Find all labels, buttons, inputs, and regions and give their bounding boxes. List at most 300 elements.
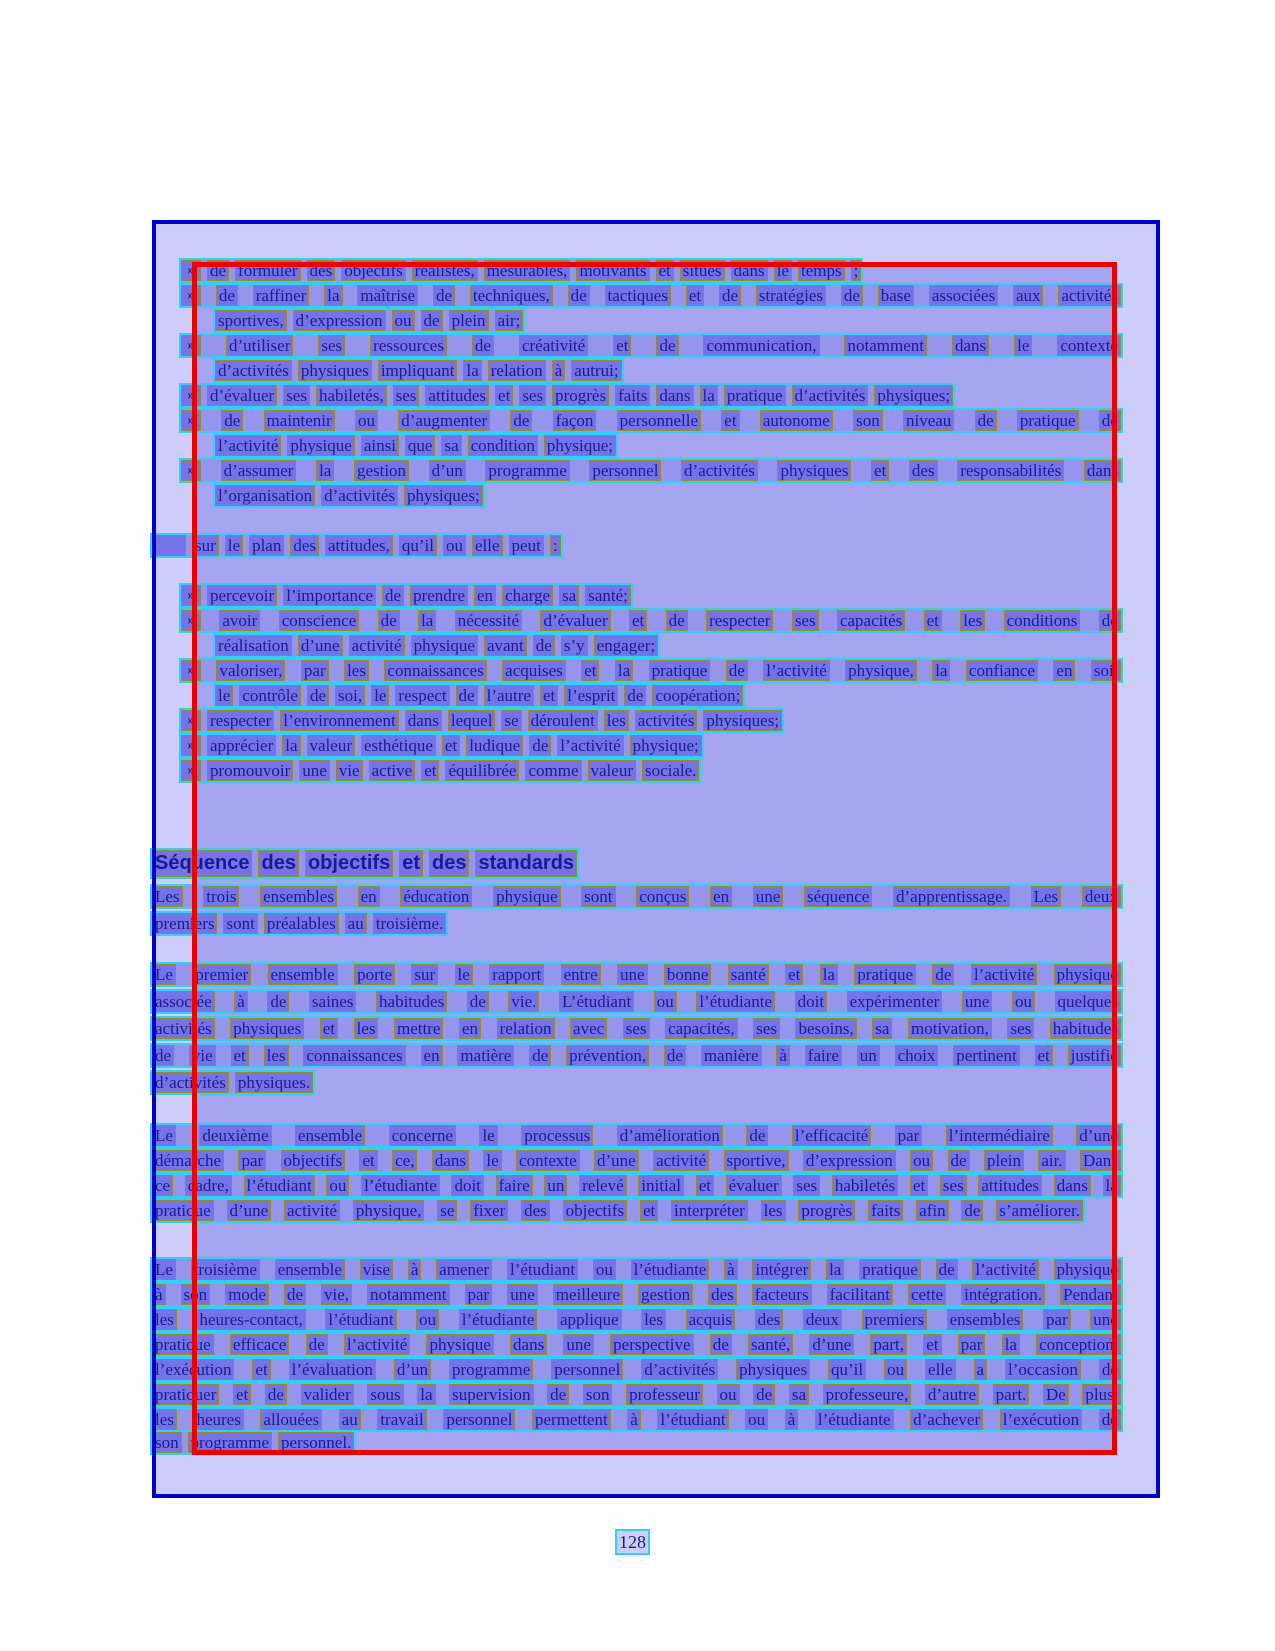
- ocr-word: et: [359, 1150, 377, 1171]
- ocr-word: d’expression: [293, 310, 386, 331]
- ocr-line: [179, 458, 1123, 483]
- ocr-word: de: [529, 735, 551, 756]
- ocr-word: confiance: [966, 660, 1038, 681]
- ocr-word: préalables: [264, 913, 339, 934]
- ocr-word: d’un: [394, 1359, 431, 1380]
- ocr-line: [179, 733, 704, 758]
- ocr-word: elle: [925, 1359, 956, 1380]
- ocr-word: de: [265, 1384, 287, 1405]
- ocr-word: les: [641, 1309, 666, 1330]
- ocr-word: acquis: [686, 1309, 735, 1330]
- ocr-word: habitudes: [376, 991, 447, 1012]
- ocr-word: en: [1053, 660, 1075, 681]
- ocr-word: relevé: [579, 1175, 627, 1196]
- ocr-word: programme: [188, 1432, 272, 1453]
- ocr-word: équilibrée: [445, 760, 519, 781]
- ocr-word: de: [666, 610, 688, 631]
- ocr-word: l’autre: [484, 685, 534, 706]
- ocr-word: de: [710, 1334, 732, 1355]
- ocr-word: physiques: [230, 1018, 304, 1039]
- ocr-word: physique: [426, 1334, 493, 1355]
- ocr-word: contexte: [1057, 335, 1121, 356]
- ocr-word: d’apprentissage.: [893, 886, 1010, 907]
- ocr-word: valoriser,: [216, 660, 285, 681]
- ocr-word: d’activités: [215, 360, 292, 381]
- ocr-word: heures-contact,: [196, 1309, 305, 1330]
- ocr-word: le: [1014, 335, 1032, 356]
- ocr-word: l’exécution: [152, 1359, 234, 1380]
- ocr-word: son: [181, 1284, 211, 1305]
- ocr-word: avec: [570, 1018, 607, 1039]
- ocr-word: ou: [745, 1409, 768, 1430]
- ocr-word: d’augmenter: [398, 410, 490, 431]
- ocr-line: [150, 1382, 1123, 1407]
- ocr-word: quelques: [1055, 991, 1121, 1012]
- ocr-line: [150, 1198, 1085, 1223]
- ocr-word: et: [910, 1175, 928, 1196]
- ocr-word: le: [455, 964, 473, 985]
- ocr-word: par: [301, 660, 329, 681]
- ocr-word: relation: [497, 1018, 555, 1039]
- ocr-word: ensemble: [275, 1259, 345, 1280]
- ocr-word: stratégies: [756, 285, 826, 306]
- ocr-word: vise: [360, 1259, 393, 1280]
- ocr-line: [179, 333, 1123, 358]
- ocr-word: et: [696, 1175, 714, 1196]
- ocr-word: ses: [1007, 1018, 1034, 1039]
- ocr-word: d’une: [298, 635, 343, 656]
- ocr-word: à: [234, 991, 248, 1012]
- ocr-word: habitudes: [1050, 1018, 1121, 1039]
- ocr-word: à: [776, 1045, 790, 1066]
- ocr-word: l’exécution: [1000, 1409, 1082, 1430]
- ocr-word: mode: [225, 1284, 269, 1305]
- ocr-word: les: [761, 1200, 786, 1221]
- ocr-word: la: [1103, 1175, 1121, 1196]
- ocr-word: et: [1035, 1045, 1053, 1066]
- ocr-word: de: [1099, 1409, 1121, 1430]
- ocr-word: de: [307, 685, 329, 706]
- ocr-word: par: [895, 1125, 923, 1146]
- ocr-word: des: [708, 1284, 737, 1305]
- ocr-word: en: [474, 585, 496, 606]
- ocr-word: mettre: [394, 1018, 443, 1039]
- ocr-word: et: [320, 1018, 338, 1039]
- ocr-word: en: [710, 886, 732, 907]
- ocr-word: pratique: [649, 660, 711, 681]
- ocr-word: concerne: [389, 1125, 456, 1146]
- ocr-word: rapport: [489, 964, 544, 985]
- ocr-word: son: [583, 1384, 613, 1405]
- ocr-word: Le: [152, 1259, 176, 1280]
- ocr-word: l’étudiante: [459, 1309, 538, 1330]
- ocr-word: de: [547, 1384, 569, 1405]
- ocr-word: par: [958, 1334, 986, 1355]
- ocr-line: [150, 1430, 356, 1455]
- ocr-word: respect: [395, 685, 449, 706]
- ocr-word: et: [252, 1359, 270, 1380]
- ocr-word: et: [656, 260, 674, 281]
- ocr-word: trois: [203, 886, 239, 907]
- ocr-word: attitudes: [425, 385, 489, 406]
- ocr-word: à: [408, 1259, 422, 1280]
- ocr-word: active: [369, 760, 416, 781]
- ocr-word: physique: [1054, 1259, 1121, 1280]
- ocr-word: premiers: [862, 1309, 927, 1330]
- ocr-word: doit: [795, 991, 827, 1012]
- ocr-word: au: [345, 913, 367, 934]
- ocr-word: physique;: [544, 435, 616, 456]
- ocr-word: contrôle: [239, 685, 301, 706]
- ocr-line: [179, 258, 863, 283]
- ocr-word: la: [826, 1259, 844, 1280]
- ocr-word: supervision: [449, 1384, 533, 1405]
- ocr-word: en: [421, 1045, 443, 1066]
- ocr-word: l’occasion: [1005, 1359, 1081, 1380]
- ocr-word: de: [216, 285, 238, 306]
- ocr-word: les: [604, 710, 629, 731]
- ocr-word: les: [264, 1045, 289, 1066]
- ocr-word: vie.: [508, 991, 539, 1012]
- ocr-word: sportive,: [724, 1150, 789, 1171]
- ocr-word: ;: [851, 260, 862, 281]
- ocr-word: physiques;: [404, 485, 483, 506]
- ocr-word: l’évaluation: [289, 1359, 376, 1380]
- ocr-word: bonne: [664, 964, 712, 985]
- ocr-line: [150, 1407, 1123, 1432]
- ocr-word: deuxième: [199, 1125, 271, 1146]
- ocr-word: objectifs: [563, 1200, 628, 1221]
- ocr-word: de: [284, 1284, 306, 1305]
- ocr-word: physique: [1054, 964, 1121, 985]
- ocr-word: de: [433, 285, 455, 306]
- ocr-line: [213, 358, 624, 383]
- ocr-line: [150, 1357, 1123, 1382]
- ocr-word: les: [344, 660, 369, 681]
- ocr-word: l’étudiant: [325, 1309, 396, 1330]
- ocr-line: [213, 683, 745, 708]
- ocr-word: conditions: [1004, 610, 1081, 631]
- ocr-word: de: [975, 410, 997, 431]
- ocr-word: part.: [993, 1384, 1030, 1405]
- ocr-word: justifié: [1068, 1045, 1121, 1066]
- ocr-word: par: [238, 1150, 266, 1171]
- ocr-word: activité: [653, 1150, 709, 1171]
- ocr-word: se: [501, 710, 521, 731]
- ocr-word: activité: [284, 1200, 340, 1221]
- ocr-word: des: [290, 535, 319, 556]
- ocr-word: de: [510, 410, 532, 431]
- bullet-arrow-icon: »: [181, 260, 201, 281]
- ocr-word: la: [700, 385, 718, 406]
- ocr-line: [150, 1332, 1123, 1357]
- ocr-word: l’environnement: [280, 710, 398, 731]
- ocr-word: notamment: [367, 1284, 449, 1305]
- ocr-word: expérimenter: [847, 991, 943, 1012]
- ocr-word: plus,: [1082, 1384, 1121, 1405]
- ocr-word: habiletés,: [316, 385, 387, 406]
- ocr-word: l’étudiante: [361, 1175, 440, 1196]
- ocr-word: standards: [475, 850, 577, 877]
- bullet-arrow-icon: »: [181, 610, 201, 631]
- ocr-line: [150, 911, 448, 936]
- bullet-arrow-icon: »: [181, 410, 201, 431]
- ocr-word: programme: [449, 1359, 533, 1380]
- ocr-word: part,: [870, 1334, 907, 1355]
- ocr-word: sont: [223, 913, 257, 934]
- ocr-word: ou: [910, 1150, 933, 1171]
- ocr-word: contexte: [516, 1150, 580, 1171]
- ocr-word: sportives,: [215, 310, 287, 331]
- ocr-word: et: [721, 410, 739, 431]
- ocr-word: ou: [593, 1259, 616, 1280]
- ocr-word: sur: [411, 964, 438, 985]
- ocr-line: [179, 283, 1123, 308]
- ocr-word: éducation: [400, 886, 472, 907]
- ocr-word: une: [507, 1284, 538, 1305]
- ocr-word: physiques.: [235, 1072, 313, 1093]
- ocr-word: l’esprit: [564, 685, 618, 706]
- ocr-word: connaissances: [384, 660, 486, 681]
- ocr-word: l’organisation: [215, 485, 315, 506]
- ocr-word: techniques,: [470, 285, 553, 306]
- ocr-word: de: [1099, 610, 1121, 631]
- ocr-word: troisième.: [373, 913, 447, 934]
- ocr-word: vie: [336, 760, 363, 781]
- ocr-word: ressources: [370, 335, 447, 356]
- ocr-word: l’intermédiaire: [946, 1125, 1053, 1146]
- ocr-word: avant: [484, 635, 527, 656]
- ocr-word: et: [629, 610, 647, 631]
- ocr-word: sa: [441, 435, 461, 456]
- ocr-word: physique;: [630, 735, 702, 756]
- ocr-word: dans: [731, 260, 768, 281]
- bullet-arrow-icon: »: [181, 710, 201, 731]
- ocr-word: L’étudiant: [559, 991, 634, 1012]
- ocr-word: le: [479, 1125, 497, 1146]
- ocr-word: l’activité: [972, 1259, 1038, 1280]
- ocr-word: d’un: [429, 460, 466, 481]
- ocr-word: capacités: [837, 610, 905, 631]
- ocr-word: d’évaluer: [540, 610, 610, 631]
- ocr-word: à: [627, 1409, 641, 1430]
- ocr-word: progrès: [552, 385, 609, 406]
- ocr-word: physique: [493, 886, 560, 907]
- ocr-word: ou: [355, 410, 378, 431]
- ocr-word: d’activités: [321, 485, 398, 506]
- ocr-word: ses: [519, 385, 546, 406]
- ocr-word: ou: [392, 310, 415, 331]
- ocr-word: les: [354, 1018, 379, 1039]
- ocr-word: maintenir: [264, 410, 335, 431]
- ocr-line: [150, 1148, 1123, 1173]
- ocr-word: efficace: [230, 1334, 289, 1355]
- ocr-word: ludique: [466, 735, 523, 756]
- ocr-word: ou: [326, 1175, 349, 1196]
- ocr-word: sur: [192, 535, 219, 556]
- ocr-word: de: [529, 1045, 551, 1066]
- ocr-word: choix: [895, 1045, 939, 1066]
- ocr-word: en: [459, 1018, 481, 1039]
- ocr-word: la: [463, 360, 481, 381]
- ocr-word: de: [568, 285, 590, 306]
- ocr-word: l’étudiante: [696, 991, 775, 1012]
- ocr-word: réalistes,: [412, 260, 478, 281]
- ocr-word: porte: [354, 964, 395, 985]
- ocr-word: connaissances: [303, 1045, 405, 1066]
- ocr-word: sociale.: [642, 760, 699, 781]
- ocr-word: d’expression: [803, 1150, 896, 1171]
- ocr-word: sa: [559, 585, 579, 606]
- ocr-word: ou: [884, 1359, 907, 1380]
- ocr-word: avoir: [219, 610, 260, 631]
- ocr-word: perspective: [610, 1334, 693, 1355]
- bullet-arrow-icon: »: [181, 335, 201, 356]
- ocr-word: objectifs: [305, 850, 393, 877]
- bullet-arrow-icon: »: [181, 285, 201, 306]
- ocr-word: vie,: [321, 1284, 352, 1305]
- ocr-word: de: [207, 260, 229, 281]
- ocr-word: personnelle: [617, 410, 701, 431]
- ocr-line: [150, 884, 1123, 909]
- ocr-word: initial: [638, 1175, 684, 1196]
- ocr-word: activités: [1058, 285, 1121, 306]
- ocr-word: personnel: [551, 1359, 623, 1380]
- ocr-word: mesurables,: [484, 260, 571, 281]
- ocr-word: professeure,: [823, 1384, 912, 1405]
- ocr-word: physiques: [298, 360, 372, 381]
- ocr-word: aux: [1013, 285, 1044, 306]
- ocr-word: démarche: [152, 1150, 224, 1171]
- ocr-word: heures: [193, 1409, 243, 1430]
- ocr-word: attitudes,: [325, 535, 393, 556]
- ocr-word: santé: [728, 964, 769, 985]
- ocr-word: premier: [192, 964, 251, 985]
- ocr-line: [213, 633, 660, 658]
- ocr-word: peut: [509, 535, 544, 556]
- ocr-word: progrès: [798, 1200, 855, 1221]
- ocr-word: de: [378, 610, 400, 631]
- ocr-word: santé,: [748, 1334, 793, 1355]
- ocr-word: créativité: [519, 335, 588, 356]
- ocr-word: son: [853, 410, 883, 431]
- ocr-word: physiques: [777, 460, 851, 481]
- ocr-word: premiers: [152, 913, 217, 934]
- ocr-word: l’efficacité: [792, 1125, 871, 1146]
- ocr-word: sous: [367, 1384, 403, 1405]
- ocr-word: personnel: [589, 460, 661, 481]
- ocr-word: se: [437, 1200, 457, 1221]
- ocr-line: [150, 533, 563, 558]
- ocr-heading-line: [150, 848, 579, 879]
- ocr-word: Dans: [1080, 1150, 1121, 1171]
- ocr-word: coopération;: [652, 685, 743, 706]
- ocr-word: autonome: [760, 410, 833, 431]
- page-number-box: [615, 1529, 650, 1555]
- ocr-word: par: [465, 1284, 493, 1305]
- ocr-word: charge: [502, 585, 553, 606]
- ocr-word: un: [544, 1175, 567, 1196]
- bullet-arrow-icon: »: [181, 660, 201, 681]
- ocr-word: de: [932, 964, 954, 985]
- ocr-word: physique,: [353, 1200, 425, 1221]
- ocr-word: pratique: [152, 1200, 214, 1221]
- ocr-word: pratique: [724, 385, 786, 406]
- ocr-word: la: [282, 735, 300, 756]
- ocr-word: d’activités: [641, 1359, 718, 1380]
- ocr-word: facilitant: [827, 1284, 893, 1305]
- ocr-line: [150, 1307, 1123, 1332]
- ocr-line: [150, 1282, 1123, 1307]
- ocr-word: une: [1090, 1309, 1121, 1330]
- ocr-word: gestion: [638, 1284, 693, 1305]
- ocr-word: responsabilités: [957, 460, 1064, 481]
- ocr-word: s’améliorer.: [996, 1200, 1083, 1221]
- ocr-word: Le: [152, 964, 176, 985]
- ocr-line: [150, 1070, 315, 1095]
- ocr-word: l’étudiant: [507, 1259, 578, 1280]
- ocr-word: des: [521, 1200, 550, 1221]
- ocr-line: [150, 1173, 1123, 1198]
- ocr-word: l’activité: [215, 435, 281, 456]
- ocr-word: professeur: [626, 1384, 703, 1405]
- ocr-word: percevoir: [207, 585, 277, 606]
- ocr-word: l’étudiante: [631, 1259, 710, 1280]
- ocr-word: attitudes: [978, 1175, 1042, 1196]
- ocr-line: [150, 1257, 1123, 1282]
- ocr-word: et: [871, 460, 889, 481]
- ocr-word: interpréter: [671, 1200, 748, 1221]
- ocr-word: associées: [929, 285, 998, 306]
- ocr-word: d’une: [809, 1334, 854, 1355]
- ocr-word: objectifs: [341, 260, 406, 281]
- ocr-word: l’étudiant: [657, 1409, 728, 1430]
- ocr-word: ses: [283, 385, 310, 406]
- ocr-word: de: [656, 335, 678, 356]
- ocr-word: relation: [488, 360, 546, 381]
- ocr-word: pertinent: [953, 1045, 1019, 1066]
- ocr-word: de: [726, 660, 748, 681]
- ocr-word: de: [267, 991, 289, 1012]
- ocr-word: sa: [789, 1384, 809, 1405]
- ocr-word: situés: [680, 260, 725, 281]
- ocr-word: personnel.: [278, 1432, 354, 1453]
- ocr-word: une: [962, 991, 993, 1012]
- ocr-word: ses: [318, 335, 345, 356]
- ocr-word: ses: [792, 610, 819, 631]
- ocr-word: la: [418, 610, 436, 631]
- clipped-dash-box: [152, 535, 186, 556]
- ocr-word: capacités,: [665, 1018, 738, 1039]
- ocr-word: Les: [152, 886, 183, 907]
- ocr-word: à: [552, 360, 566, 381]
- ocr-word: habiletés: [832, 1175, 898, 1196]
- ocr-word: entre: [561, 964, 601, 985]
- ocr-word: matière: [457, 1045, 514, 1066]
- ocr-word: gestion: [354, 460, 409, 481]
- ocr-word: processus: [521, 1125, 593, 1146]
- ocr-word: raffiner: [253, 285, 310, 306]
- ocr-word: de: [948, 1150, 970, 1171]
- ocr-line: [150, 1016, 1123, 1041]
- bullet-arrow-icon: »: [181, 460, 201, 481]
- ocr-word: valider: [301, 1384, 354, 1405]
- ocr-word: de: [421, 310, 443, 331]
- ocr-word: intégrer: [752, 1259, 811, 1280]
- ocr-word: le: [371, 685, 389, 706]
- ocr-word: une: [617, 964, 648, 985]
- ocr-word: communication,: [703, 335, 819, 356]
